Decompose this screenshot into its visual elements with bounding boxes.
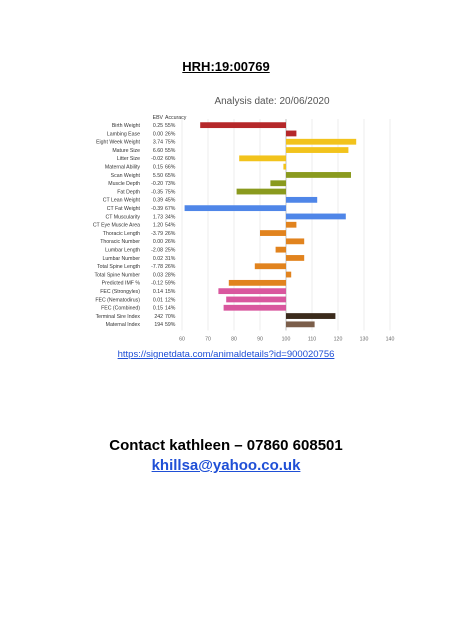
bar <box>286 321 315 327</box>
ebv-value: -0.12 <box>151 280 163 287</box>
ebv-value: -2.08 <box>151 247 163 254</box>
x-tick-label: 90 <box>257 336 263 343</box>
bar <box>224 305 286 311</box>
ebv-value: 0.00 <box>152 239 163 246</box>
accuracy-value: 65% <box>165 172 176 179</box>
trait-label: CT Lean Weight <box>102 197 140 204</box>
bar <box>260 230 286 236</box>
trait-label: FEC (Combined) <box>101 305 140 312</box>
email-link[interactable]: khillsa@yahoo.co.uk <box>151 457 301 474</box>
bar <box>229 280 286 286</box>
bar <box>185 205 286 211</box>
accuracy-value: 26% <box>165 131 176 138</box>
trait-label: Predicted IMF % <box>101 280 140 287</box>
accuracy-value: 26% <box>165 239 176 246</box>
accuracy-value: 55% <box>165 147 176 154</box>
ebv-value: 0.39 <box>152 197 163 204</box>
chart-row-labels <box>93 123 176 328</box>
trait-label: FEC (Strongyles) <box>100 288 140 295</box>
ebv-value: -0.39 <box>151 205 163 212</box>
trait-label: CT Eye Muscle Area <box>92 222 140 229</box>
accuracy-value: 14% <box>165 305 176 312</box>
signet-link-line <box>0 349 452 360</box>
ebv-chart <box>72 92 402 343</box>
bar <box>283 164 286 170</box>
bar <box>286 313 335 319</box>
x-tick-label: 110 <box>307 336 317 343</box>
trait-label: Lambing Ease <box>106 131 140 138</box>
bar <box>286 238 304 244</box>
accuracy-value: 66% <box>165 164 176 171</box>
ebv-value: 0.03 <box>152 272 163 279</box>
trait-label: CT Fat Weight <box>106 205 140 212</box>
accuracy-value: 54% <box>165 222 176 229</box>
ebv-value: 194 <box>154 322 163 329</box>
accuracy-value: 75% <box>165 189 176 196</box>
ebv-value: -3.79 <box>151 230 163 237</box>
chart-title: Analysis date: 20/06/2020 <box>214 96 330 107</box>
bar <box>286 272 291 278</box>
contact-text: Contact kathleen – 07860 608501 <box>109 437 343 454</box>
ebv-value: -0.35 <box>151 189 163 196</box>
x-tick-label: 70 <box>205 336 211 343</box>
accuracy-value: 26% <box>165 230 176 237</box>
accuracy-value: 59% <box>165 322 176 329</box>
x-tick-label: 120 <box>333 336 343 343</box>
ebv-bar-chart <box>72 92 402 343</box>
ebv-value: 6.60 <box>152 147 163 154</box>
accuracy-value: 59% <box>165 280 176 287</box>
ebv-value: 0.01 <box>152 297 163 304</box>
ebv-value: 3.74 <box>152 139 163 146</box>
ebv-value: 0.25 <box>152 122 163 129</box>
bar <box>276 247 286 253</box>
ebv-value: 0.14 <box>152 288 163 295</box>
email-line <box>0 457 452 474</box>
trait-label: Litter Size <box>116 156 140 163</box>
bar <box>286 197 317 203</box>
trait-label: Scan Weight <box>110 172 140 179</box>
trait-label: Lumbar Length <box>105 247 140 254</box>
bar <box>286 172 351 178</box>
trait-label: Total Spine Length <box>97 264 140 271</box>
chart-x-ticks <box>179 337 394 343</box>
trait-label: Muscle Depth <box>108 181 140 188</box>
trait-label: Maternal Index <box>105 322 140 329</box>
accuracy-value: 70% <box>165 313 176 320</box>
bar <box>239 155 286 161</box>
trait-label: Lumbar Number <box>102 255 140 262</box>
ebv-value: 0.02 <box>152 255 163 262</box>
ebv-value: 0.15 <box>152 164 163 171</box>
x-tick-label: 140 <box>385 336 395 343</box>
bar <box>286 147 348 153</box>
chart-bars <box>185 122 357 327</box>
trait-label: Birth Weight <box>111 122 140 129</box>
x-tick-label: 130 <box>359 336 369 343</box>
ebv-value: 0.15 <box>152 305 163 312</box>
accuracy-value: 55% <box>165 122 176 129</box>
document-title: HRH:19:00769 <box>182 59 270 74</box>
accuracy-value: 67% <box>165 205 176 212</box>
accuracy-column-header: Accuracy <box>165 115 187 121</box>
bar <box>270 180 286 186</box>
accuracy-value: 15% <box>165 288 176 295</box>
trait-label: Eight Week Weight <box>96 139 140 146</box>
signet-link[interactable]: https://signetdata.com/animaldetails?id=900020756 <box>117 349 335 360</box>
accuracy-value: 12% <box>165 297 176 304</box>
ebv-value: 1.73 <box>152 214 163 221</box>
accuracy-value: 45% <box>165 197 176 204</box>
trait-label: Mature Size <box>112 147 140 154</box>
trait-label: CT Muscularity <box>105 214 140 221</box>
x-tick-label: 100 <box>281 336 291 343</box>
ebv-value: -7.78 <box>151 264 163 271</box>
bar <box>286 214 346 220</box>
accuracy-value: 26% <box>165 264 176 271</box>
accuracy-value: 25% <box>165 247 176 254</box>
x-tick-label: 80 <box>231 336 237 343</box>
bar <box>286 255 304 261</box>
trait-label: Thoracic Length <box>102 230 140 237</box>
ebv-value: 0.00 <box>152 131 163 138</box>
x-tick-label: 60 <box>179 336 185 343</box>
bar <box>255 263 286 269</box>
bar <box>218 288 286 294</box>
ebv-column-header: EBV <box>152 115 163 121</box>
trait-label: Terminal Sire Index <box>95 313 140 320</box>
trait-label: Total Spine Number <box>94 272 140 279</box>
bar <box>286 131 296 137</box>
trait-label: Thoracic Number <box>100 239 140 246</box>
trait-label: FEC (Nematodirus) <box>95 297 140 304</box>
trait-label: Maternal Ability <box>104 164 140 171</box>
bar <box>286 139 356 145</box>
bar <box>200 122 286 128</box>
accuracy-value: 60% <box>165 156 176 163</box>
bar <box>226 297 286 303</box>
ebv-value: 1.20 <box>152 222 163 229</box>
bar <box>286 222 296 228</box>
accuracy-value: 73% <box>165 181 176 188</box>
accuracy-value: 28% <box>165 272 176 279</box>
ebv-value: -0.02 <box>151 156 163 163</box>
ebv-value: 5.50 <box>152 172 163 179</box>
accuracy-value: 75% <box>165 139 176 146</box>
trait-label: Fat Depth <box>117 189 140 196</box>
bar <box>237 189 286 195</box>
ebv-value: -0.20 <box>151 181 163 188</box>
ebv-value: 242 <box>154 313 163 320</box>
accuracy-value: 34% <box>165 214 176 221</box>
accuracy-value: 31% <box>165 255 176 262</box>
